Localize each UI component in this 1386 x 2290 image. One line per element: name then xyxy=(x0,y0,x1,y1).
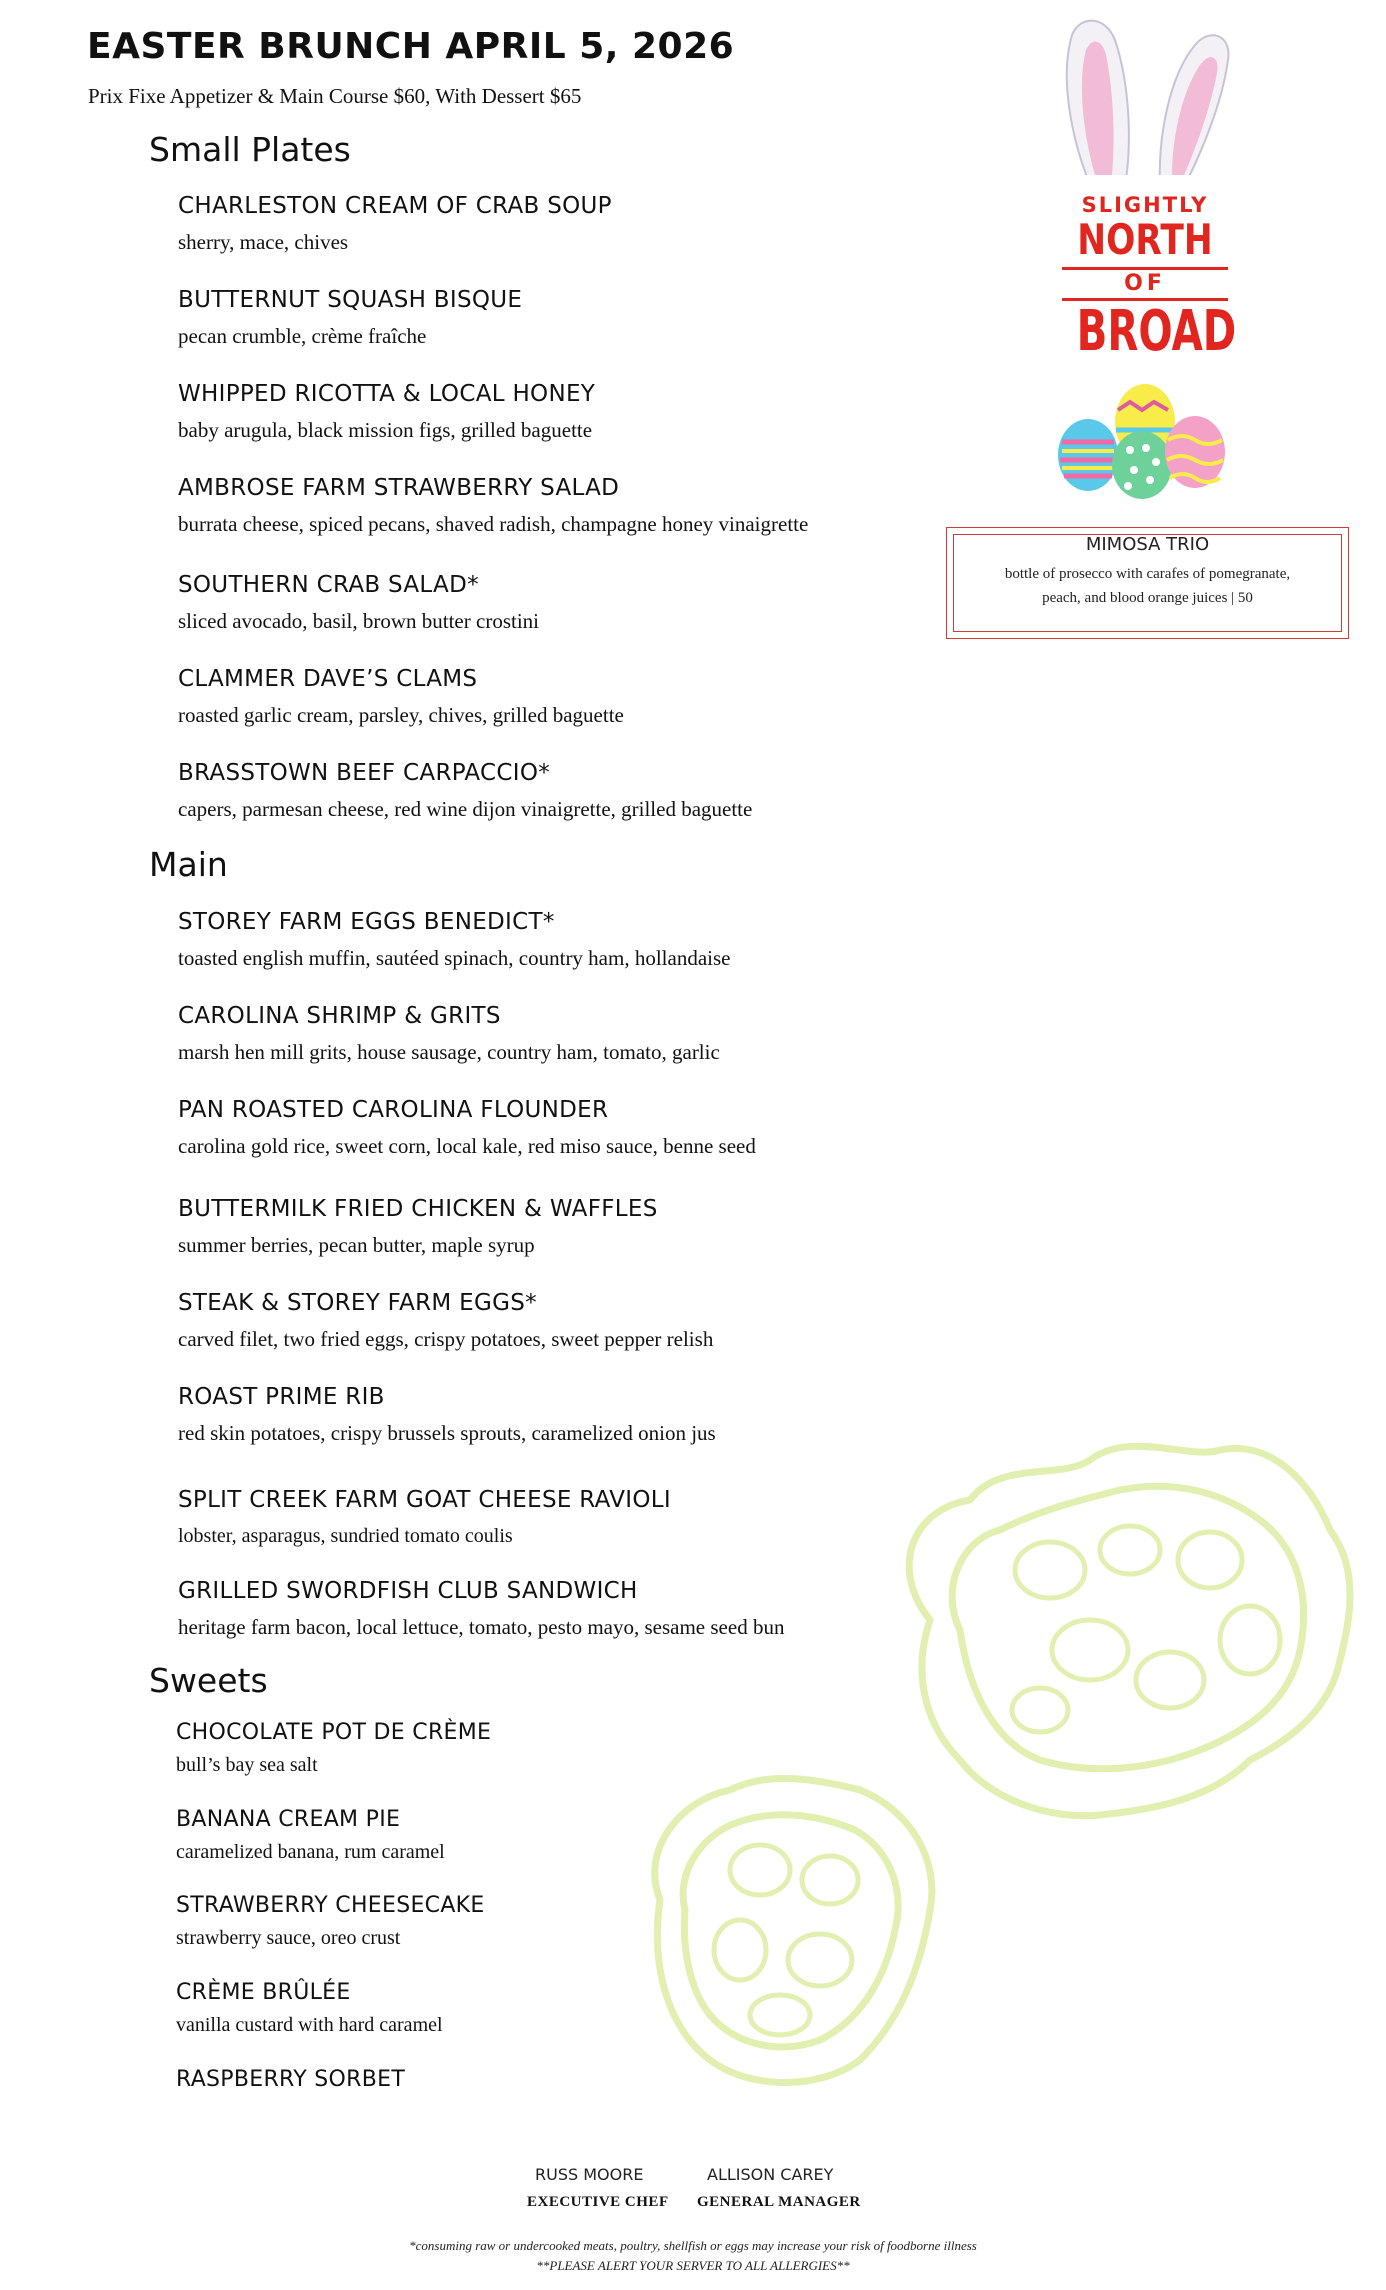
menu-item-name: BUTTERNUT SQUASH BISQUE xyxy=(178,287,523,313)
mimosa-description xyxy=(957,562,1338,610)
menu-item-desc: summer berries, pecan butter, maple syrup xyxy=(178,1233,535,1257)
menu-item-desc: carolina gold rice, sweet corn, local kale, red miso sauce, benne seed xyxy=(178,1134,756,1158)
menu-item-name: STOREY FARM EGGS BENEDICT* xyxy=(178,909,555,935)
menu-item-name: BUTTERMILK FRIED CHICKEN & WAFFLES xyxy=(178,1196,658,1222)
section-title-main: Main xyxy=(149,845,228,884)
easter-eggs-icon xyxy=(1050,380,1240,500)
chef-role: EXECUTIVE CHEF xyxy=(527,2194,669,2210)
page-title: EASTER BRUNCH APRIL 5, 2026 xyxy=(87,26,735,67)
menu-item-desc: strawberry sauce, oreo crust xyxy=(176,1927,401,1949)
menu-item-name: CLAMMER DAVE’S CLAMS xyxy=(178,666,478,692)
menu-item-desc: marsh hen mill grits, house sausage, country ham, tomato, garlic xyxy=(178,1040,720,1064)
menu-item-name: BRASSTOWN BEEF CARPACCIO* xyxy=(178,760,551,786)
gm-role: GENERAL MANAGER xyxy=(697,2194,861,2210)
mimosa-title: MIMOSA TRIO xyxy=(1085,534,1210,555)
menu-item-name: CHOCOLATE POT DE CRÈME xyxy=(176,1720,492,1745)
menu-item-desc: sherry, mace, chives xyxy=(178,230,349,254)
chef-name: RUSS MOORE xyxy=(535,2165,644,2184)
menu-item-name: PAN ROASTED CAROLINA FLOUNDER xyxy=(178,1097,609,1123)
menu-item-name: CHARLESTON CREAM OF CRAB SOUP xyxy=(178,193,612,219)
logo-slightly: SLIGHTLY xyxy=(1081,193,1209,217)
menu-item-desc: burrata cheese, spiced pecans, shaved radish, champagne honey vinaigrette xyxy=(178,512,809,536)
menu-item-name: STEAK & STOREY FARM EGGS* xyxy=(178,1290,537,1316)
menu-item-desc: pecan crumble, crème fraîche xyxy=(178,324,427,348)
menu-item-desc: lobster, asparagus, sundried tomato coulis xyxy=(178,1525,513,1547)
menu-item-name: SOUTHERN CRAB SALAD* xyxy=(178,572,479,598)
mimosa-trio-box xyxy=(946,527,1349,639)
menu-item-desc: sliced avocado, basil, brown butter crostini xyxy=(178,609,539,633)
menu-item-desc: bull’s bay sea salt xyxy=(176,1754,318,1776)
raw-food-warning: *consuming raw or undercooked meats, poultry, shellfish or eggs may increase your risk of foodborne illness xyxy=(409,2238,977,2253)
menu-item-desc: red skin potatoes, crispy brussels sprouts, caramelized onion jus xyxy=(178,1421,716,1445)
restaurant-logo xyxy=(1050,15,1240,485)
logo-of: OF xyxy=(1062,267,1228,301)
logo-broad: BROAD xyxy=(1076,299,1237,364)
menu-item-desc: roasted garlic cream, parsley, chives, grilled baguette xyxy=(178,703,624,727)
menu-item-desc: baby arugula, black mission figs, grilled baguette xyxy=(178,418,593,442)
prix-fixe-subtitle: Prix Fixe Appetizer & Main Course $60, With Dessert $65 xyxy=(88,84,582,108)
menu-item-desc: carved filet, two fried eggs, crispy potatoes, sweet pepper relish xyxy=(178,1327,714,1351)
menu-item-name: WHIPPED RICOTTA & LOCAL HONEY xyxy=(178,381,596,407)
oyster-illustration-small xyxy=(620,1750,950,2100)
section-title-small-plates: Small Plates xyxy=(149,130,351,169)
mimosa-line-2: peach, and blood orange juices | 50 xyxy=(1042,590,1253,606)
mimosa-line-1: bottle of prosecco with carafes of pomegranate, xyxy=(1004,566,1291,582)
logo-north: NORTH xyxy=(1077,215,1213,264)
menu-item-name: ROAST PRIME RIB xyxy=(178,1384,385,1410)
menu-item-name: CAROLINA SHRIMP & GRITS xyxy=(178,1003,501,1029)
bunny-ears-icon xyxy=(1050,15,1240,175)
menu-item-name: GRILLED SWORDFISH CLUB SANDWICH xyxy=(178,1578,638,1604)
section-title-sweets: Sweets xyxy=(149,1661,268,1700)
menu-item-name: RASPBERRY SORBET xyxy=(176,2067,406,2092)
menu-item-desc: vanilla custard with hard caramel xyxy=(176,2014,443,2036)
menu-item-desc: heritage farm bacon, local lettuce, tomato, pesto mayo, sesame seed bun xyxy=(178,1615,785,1639)
menu-item-name: AMBROSE FARM STRAWBERRY SALAD xyxy=(178,475,620,501)
allergy-notice: **PLEASE ALERT YOUR SERVER TO ALL ALLERGIES** xyxy=(536,2258,850,2273)
menu-item-desc: toasted english muffin, sautéed spinach, country ham, hollandaise xyxy=(178,946,731,970)
menu-item-name: CRÈME BRÛLÉE xyxy=(176,1980,351,2005)
menu-item-name: BANANA CREAM PIE xyxy=(176,1807,401,1832)
menu-item-name: STRAWBERRY CHEESECAKE xyxy=(176,1893,485,1918)
menu-item-desc: capers, parmesan cheese, red wine dijon vinaigrette, grilled baguette xyxy=(178,797,753,821)
menu-item-name: SPLIT CREEK FARM GOAT CHEESE RAVIOLI xyxy=(178,1487,671,1513)
gm-name: ALLISON CAREY xyxy=(707,2165,834,2184)
menu-item-desc: caramelized banana, rum caramel xyxy=(176,1841,445,1863)
